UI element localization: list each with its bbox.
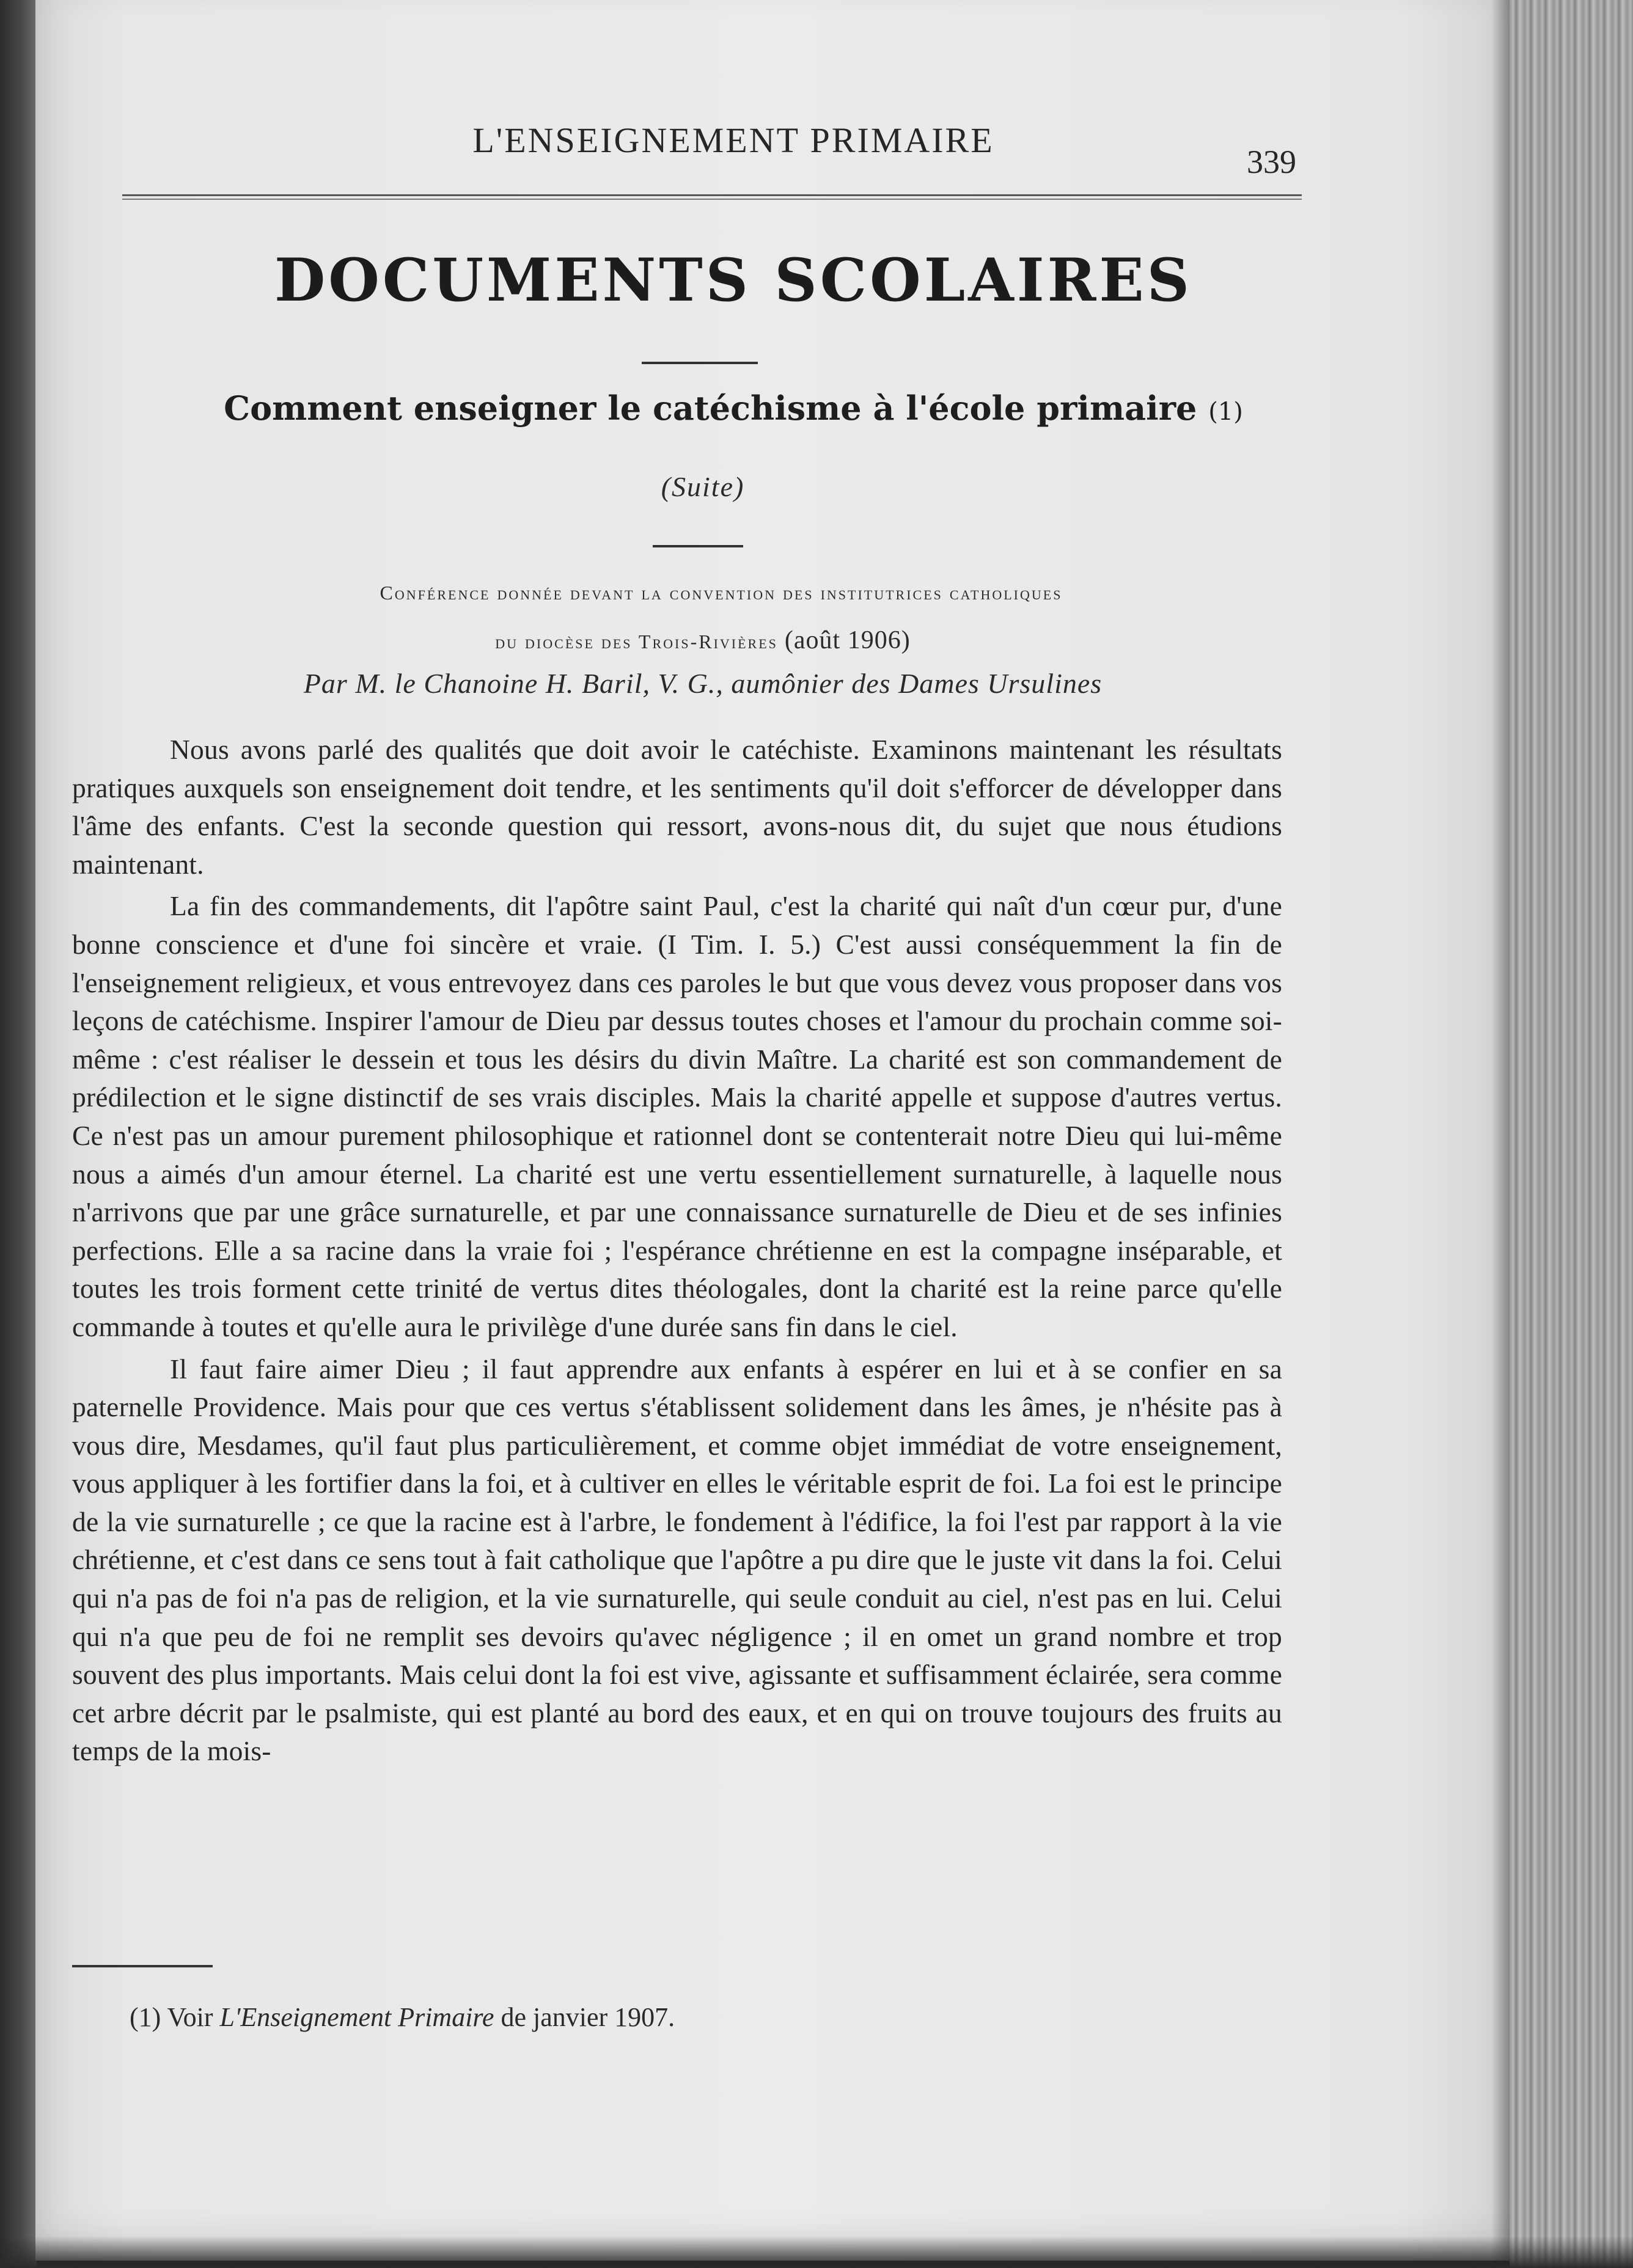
continuation-label: (Suite) [661,471,745,502]
author-byline: Par M. le Chanoine H. Baril, V. G., aumônier des Dames Ursulines [303,668,1103,699]
running-header-title: L'ENSEIGNEMENT PRIMAIRE [472,120,994,160]
article-title [153,389,1314,428]
paragraph: La fin des commandements, dit l'apôtre saint Paul, c'est la charité qui naît d'un cœur pur, d'une bonne conscience et d'une foi sincère et vraie. (I Tim. I. 5.) C'est aussi conséquemment la fin de l'enseignement religieux, et vous entrevoyez dans ces paroles le but que vous devez vous proposer dans vos leçons de catéchisme. Inspirer l'amour de Dieu par dessus toutes choses et l'amour du prochain comme soi-même : c'est réaliser le dessein et tous les désirs du divin Maître. La charité est son commandement de prédilection et le signe distinctif de ses vrais disciples. Mais la charité appelle et suppose d'autres vertus. Ce n'est pas un amour purement philosophique et rationnel dont se contenterait notre Dieu qui lui-même nous a aimés d'un amour éternel. La charité est une vertu essentiellement surnaturelle, à laquelle nous n'arrivons que par une grâce surnaturelle, et par une connaissance surnaturelle de Dieu et de ses infinies perfections. Elle a sa racine dans la vraie foi ; l'espérance chrétienne en est la compagne inséparable, et toutes les trois forment cette trinité de vertus dites théologales, dont la charité est la reine parce qu'elle commande à toutes et qu'elle aura le privilège d'une durée sans fin dans le ciel. [72,890,1282,1342]
conference-date: (août 1906) [784,626,911,654]
paragraph: Nous avons parlé des qualités que doit avoir le catéchiste. Examinons maintenant les résultats pratiques auxquels son enseignement doit tendre, et les sentiments qu'il doit s'efforcer de développer dans l'âme des enfants. C'est la seconde question qui ressort, avons-nous dit, du sujet que nous étudions maintenant. [72,734,1282,880]
title-divider [642,362,758,364]
section-title: DOCUMENTS SCOLAIRES [274,246,1192,315]
conference-line-2 [92,626,1314,655]
page-number: 339 [1247,144,1296,180]
bottom-shadow [0,2236,1633,2268]
footnote-marker: (1) [130,2002,161,2032]
paragraph: Il faut faire aimer Dieu ; il faut apprendre aux enfants à espérer en lui et à se confier en sa paternelle Providence. Mais pour que ces vertus s'établissent solidement dans les âmes, je n'hésite pas à vous dire, Mesdames, qu'il faut plus particulièrement, et comme objet immédiat de votre enseignement, vous appliquer à les fortifier dans la foi, et à cultiver en elles le véritable esprit de foi. La foi est le principe de la vie surnaturelle ; ce que la racine est à l'arbre, le fondement à l'édifice, la foi l'est par rapport à la vie chrétienne, et c'est dans ce sens tout à fait catholique que l'apôtre a pu dire que le juste vit dans la foi. Celui qui n'a pas de foi n'a pas de religion, et la vie surnaturelle, qui seule conduit au ciel, n'est pas en lui. Celui qui n'a que peu de foi ne remplit ses devoirs qu'avec négligence ; il en omet un grand nombre et trop souvent des plus importants. Mais celui dont la foi est vive, agissante et suffisamment éclairée, sera comme cet arbre décrit par le psalmiste, qui est planté au bord des eaux, et en qui on trouve toujours des fruits au temps de la mois- [72,1353,1282,1767]
header-rule [122,194,1302,200]
conference-line-1: Conférence donnée devant la convention des institutrices catholiques [380,582,1063,604]
footnote-suffix: de janvier 1907. [501,2002,675,2032]
subtitle-divider [653,545,743,547]
book-binding-edge [0,0,37,2268]
footnote-rule [72,1965,213,1967]
conference-diocese: du diocèse des Trois-Rivières [495,631,778,653]
footnote-prefix: Voir [167,2002,213,2032]
article-title-text: Comment enseigner le catéchisme à l'école primaire [224,389,1197,428]
footnote [130,2002,1230,2033]
footnote-publication: L'Enseignement Primaire [219,2002,494,2032]
article-body [72,731,1282,1771]
page-stack-edge [1510,0,1633,2268]
footnote-reference: (1) [1208,398,1243,426]
